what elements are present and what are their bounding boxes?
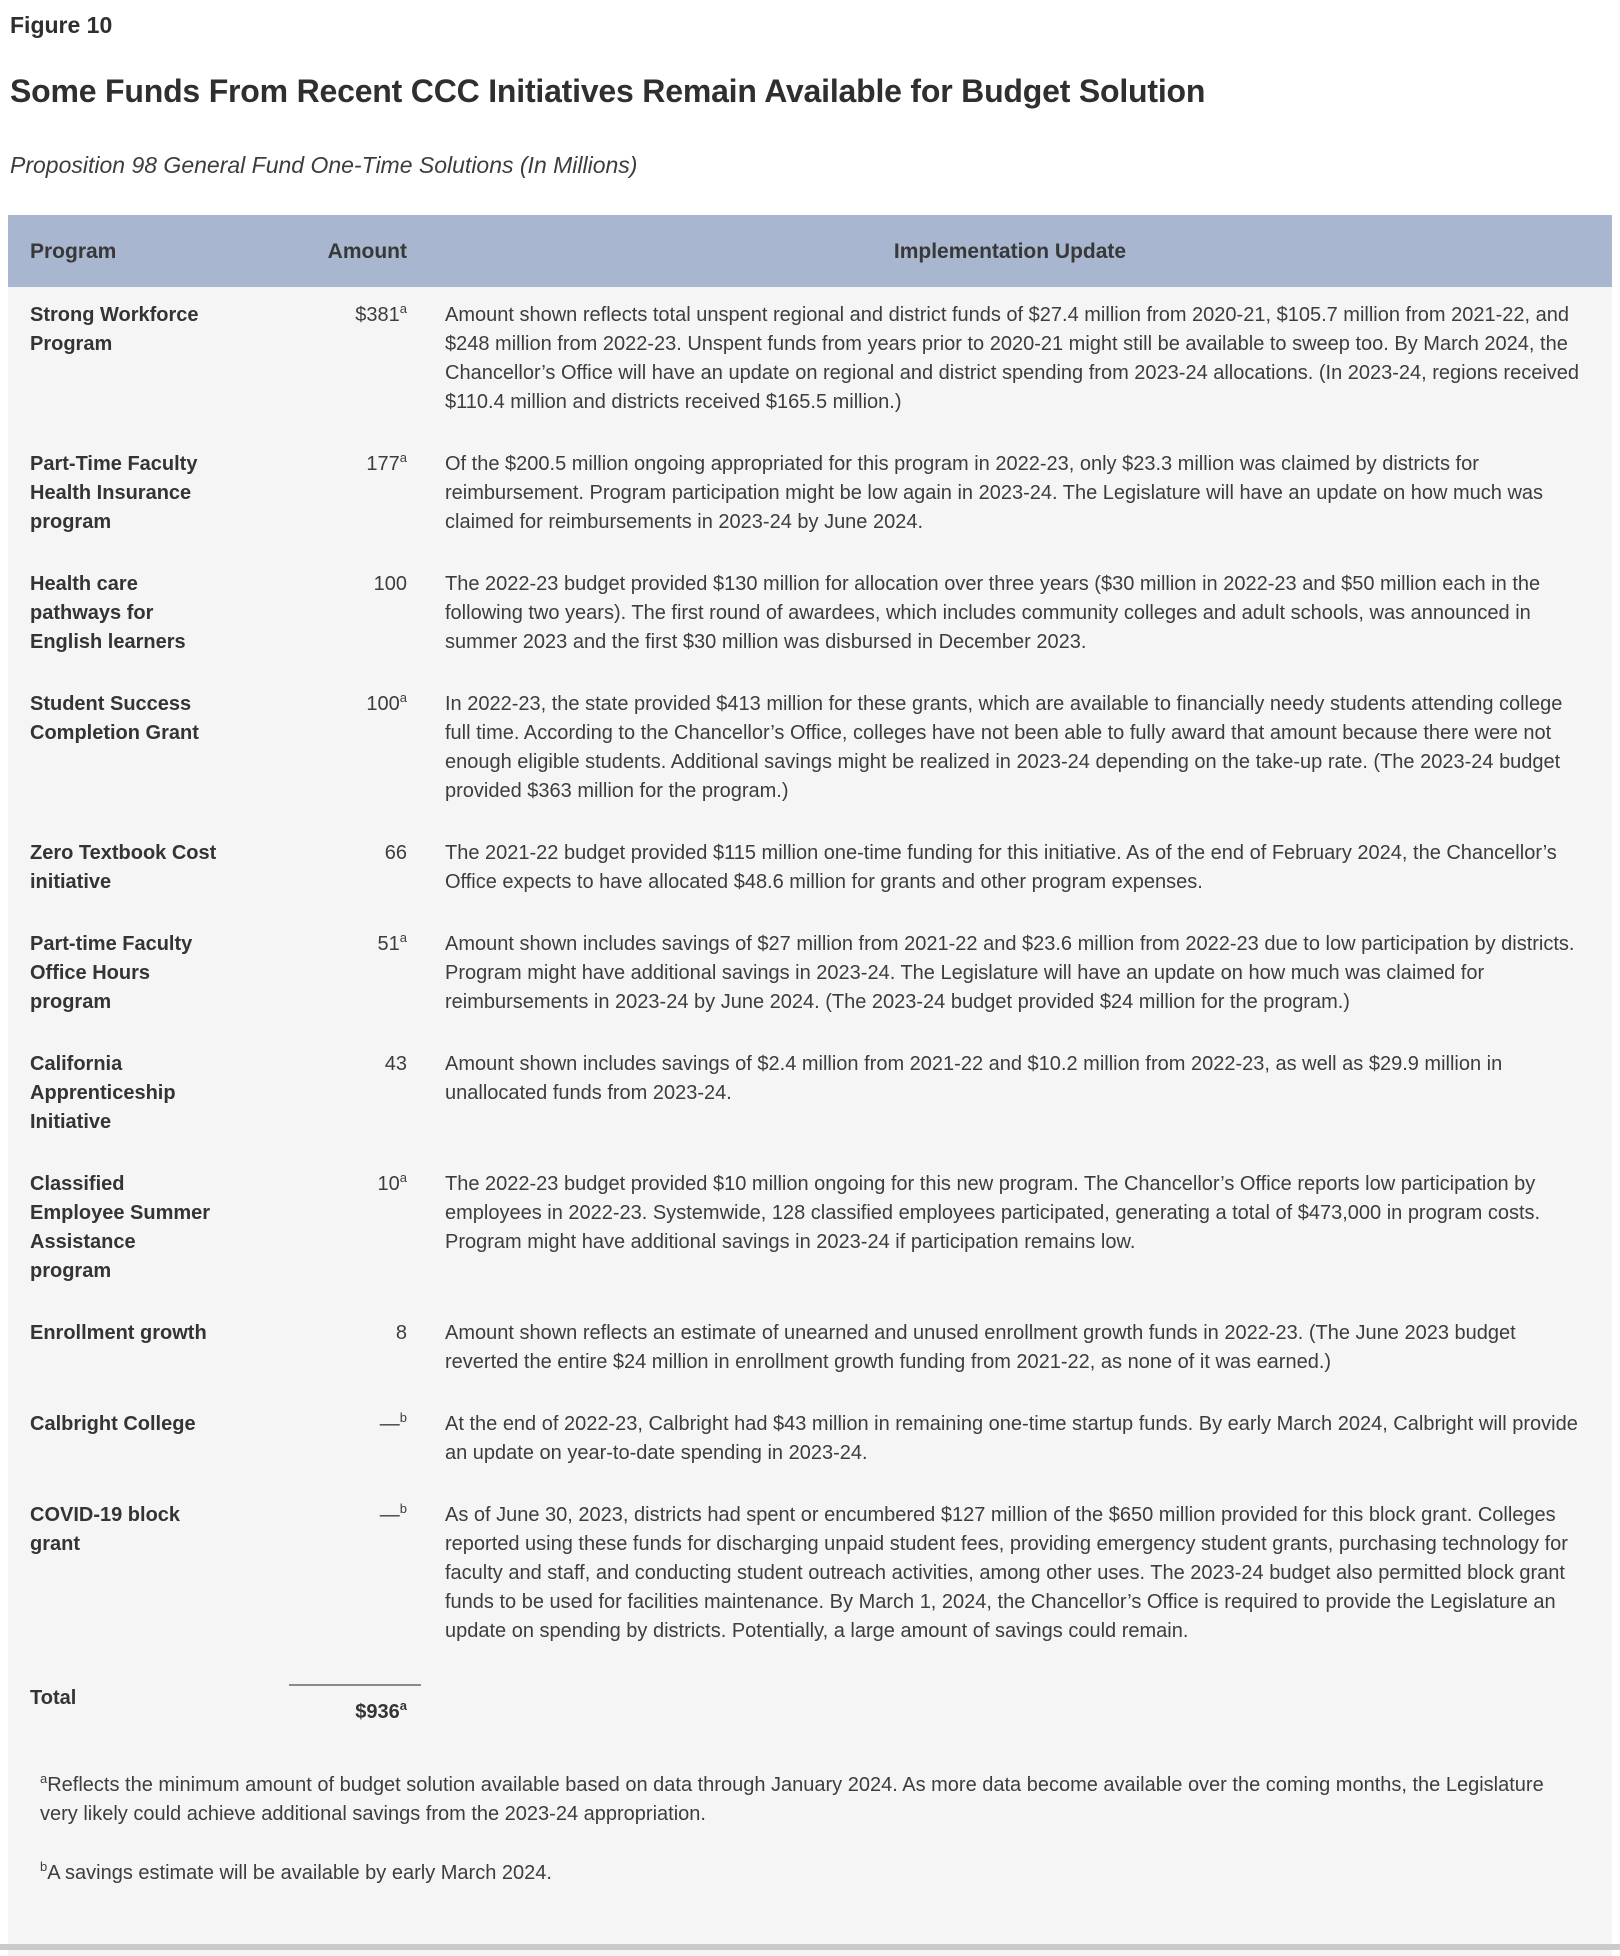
footnote-marker: a [399, 1170, 407, 1185]
bottom-divider [0, 1944, 1620, 1950]
column-header-amount: Amount [220, 215, 408, 287]
footnote-marker: b [399, 1410, 407, 1425]
table-row [8, 553, 1612, 673]
footnote-marker: a [399, 930, 407, 945]
table-row [8, 287, 1612, 433]
table-row [8, 822, 1612, 913]
figure-subtitle: Proposition 98 General Fund One-Time Solutions (In Millions) [10, 152, 638, 178]
footnote-marker: a [40, 1771, 48, 1786]
footnote-marker: a [399, 450, 407, 465]
implementation-update: At the end of 2022-23, Calbright had $43 million in remaining one-time startup funds. By early March 2024, Calbright will provide an update on year-to-date spending in 2023-24. [445, 1413, 1578, 1464]
amount-value: — [379, 1504, 400, 1526]
amount-value: 10 [377, 1173, 400, 1195]
footnote-marker: b [399, 1501, 407, 1516]
figure-label: Figure 10 [10, 12, 113, 38]
table-row [8, 1393, 1612, 1484]
implementation-update: The 2022-23 budget provided $130 million for allocation over three years ($30 million in 2022-23 and $50 million each in the following two years). The first round of awardees, which includes community colleges and adult schools, was announced in summer 2023 and the first $30 million was disbursed in December 2023. [445, 573, 1541, 653]
program-name: Part-Time Faculty Health Insurance program [30, 453, 198, 533]
footnote-marker: a [399, 301, 407, 316]
table-row [8, 1033, 1612, 1153]
amount-value: — [379, 1413, 400, 1435]
footnote-text: Reflects the minimum amount of budget solution available based on data through January 2024. As more data become available over the coming months, the Legislature very likely could achieve additional savings from the 2023-24 appropriation. [40, 1774, 1544, 1825]
footnote-marker: b [40, 1859, 48, 1874]
implementation-update: The 2021-22 budget provided $115 million one-time funding for this initiative. As of the end of February 2024, the Chancellor’s Office expects to have allocated $48.6 million for grants and other program expenses. [445, 842, 1557, 893]
amount-value: 177 [366, 453, 400, 475]
program-name: Enrollment growth [30, 1322, 207, 1344]
implementation-update: Amount shown reflects an estimate of unearned and unused enrollment growth funds in 2022-23. (The June 2023 budget reverted the entire $24 million in enrollment growth funding from 2021-22, as none of it was earned.) [445, 1322, 1516, 1373]
table-row [8, 433, 1612, 553]
amount-value: 43 [384, 1053, 407, 1075]
implementation-update: In 2022-23, the state provided $413 million for these grants, which are available to financially needy students attending college full time. According to the Chancellor’s Office, colleges have not been able to fully award that amount because there were not enough eligible students. Additional savings might be realized in 2023-24 depending on the take-up rate. (The 2023-24 budget provided $363 million for the program.) [445, 693, 1563, 802]
figure-headings [0, 12, 1620, 179]
implementation-update: Amount shown includes savings of $27 million from 2021-22 and $23.6 million from 2022-23 due to low participation by districts. Program might have additional savings in 2023-24. The Legislature will have an update on how much was claimed for reimbursements in 2023-24 by June 2024. (The 2023-24 budget provided $24 million for the program.) [445, 933, 1575, 1013]
implementation-update: Amount shown includes savings of $2.4 million from 2021-22 and $10.2 million from 2022-23, as well as $29.9 million in unallocated funds from 2023-24. [445, 1053, 1503, 1104]
table-row [8, 673, 1612, 822]
amount-value: $381 [355, 304, 400, 326]
footnotes [8, 1743, 1612, 1888]
footnote-b [40, 1859, 1572, 1888]
table-header-row [8, 215, 1612, 287]
funds-table [8, 215, 1612, 1743]
column-header-program: Program [8, 215, 220, 287]
amount-value: 8 [395, 1322, 407, 1344]
amount-value: 100 [373, 573, 407, 595]
implementation-update: Amount shown reflects total unspent regional and district funds of $27.4 million from 2020-21, $105.7 million from 2021-22, and $248 million from 2022-23. Unspent funds from years prior to 2020-21 might still be available to sweep too. By March 2024, the Chancellor’s Office will have an update on regional and district spending from 2023-24 allocations. (In 2023-24, regions received $110.4 million and districts received $165.5 million.) [445, 304, 1580, 413]
implementation-update: As of June 30, 2023, districts had spent or encumbered $127 million of the $650 million provided for this block grant. Colleges reported using these funds for discharging unpaid student fees, providing emergency student grants, purchasing technology for faculty and staff, and conducting student outreach activities, among other uses. The 2023-24 budget also permitted block grant funds to be used for facilities maintenance. By March 1, 2024, the Chancellor’s Office is required to provide the Legislature an update on spending by districts. Potentially, a large amount of savings could remain. [445, 1504, 1568, 1642]
table-row [8, 913, 1612, 1033]
program-name: California Apprenticeship Initiative [30, 1053, 176, 1133]
implementation-update: The 2022-23 budget provided $10 million ongoing for this new program. The Chancellor’s Office reports low participation by employees in 2022-23. Systemwide, 128 classified employees participated, generating a total of $473,000 in program costs. Program might have additional savings in 2023-24 if participation remains low. [445, 1173, 1541, 1253]
implementation-update: Of the $200.5 million ongoing appropriated for this program in 2022-23, only $23.3 million was claimed by districts for reimbursement. Program participation might be low again in 2023-24. The Legislature will have an update on how much was claimed for reimbursements in 2023-24 by June 2024. [445, 453, 1544, 533]
total-row [8, 1662, 1612, 1743]
footnote-text: A savings estimate will be available by early March 2024. [47, 1862, 552, 1884]
funds-table-block [8, 215, 1612, 1956]
program-name: Part-time Faculty Office Hours program [30, 933, 193, 1013]
footnote-a [40, 1771, 1572, 1829]
figure-title: Some Funds From Recent CCC Initiatives Remain Available for Budget Solution [10, 73, 1206, 109]
amount-value: 51 [377, 933, 400, 955]
footnote-marker: a [399, 1698, 407, 1713]
program-name: Health care pathways for English learners [30, 573, 186, 653]
program-name: COVID-19 block grant [30, 1504, 181, 1555]
table-row [8, 1153, 1612, 1302]
program-name: Calbright College [30, 1413, 196, 1435]
total-label: Total [30, 1687, 77, 1709]
program-name: Student Success Completion Grant [30, 693, 199, 744]
program-name: Zero Textbook Cost initiative [30, 842, 217, 893]
footnote-marker: a [399, 690, 407, 705]
program-name: Strong Workforce Program [30, 304, 199, 355]
column-header-update: Implementation Update [408, 215, 1612, 287]
amount-value: 100 [366, 693, 400, 715]
table-row [8, 1484, 1612, 1662]
table-row [8, 1302, 1612, 1393]
program-name: Classified Employee Summer Assistance program [30, 1173, 211, 1282]
total-rule [289, 1684, 421, 1686]
amount-value: 66 [384, 842, 407, 864]
total-amount: $936 [355, 1701, 400, 1723]
